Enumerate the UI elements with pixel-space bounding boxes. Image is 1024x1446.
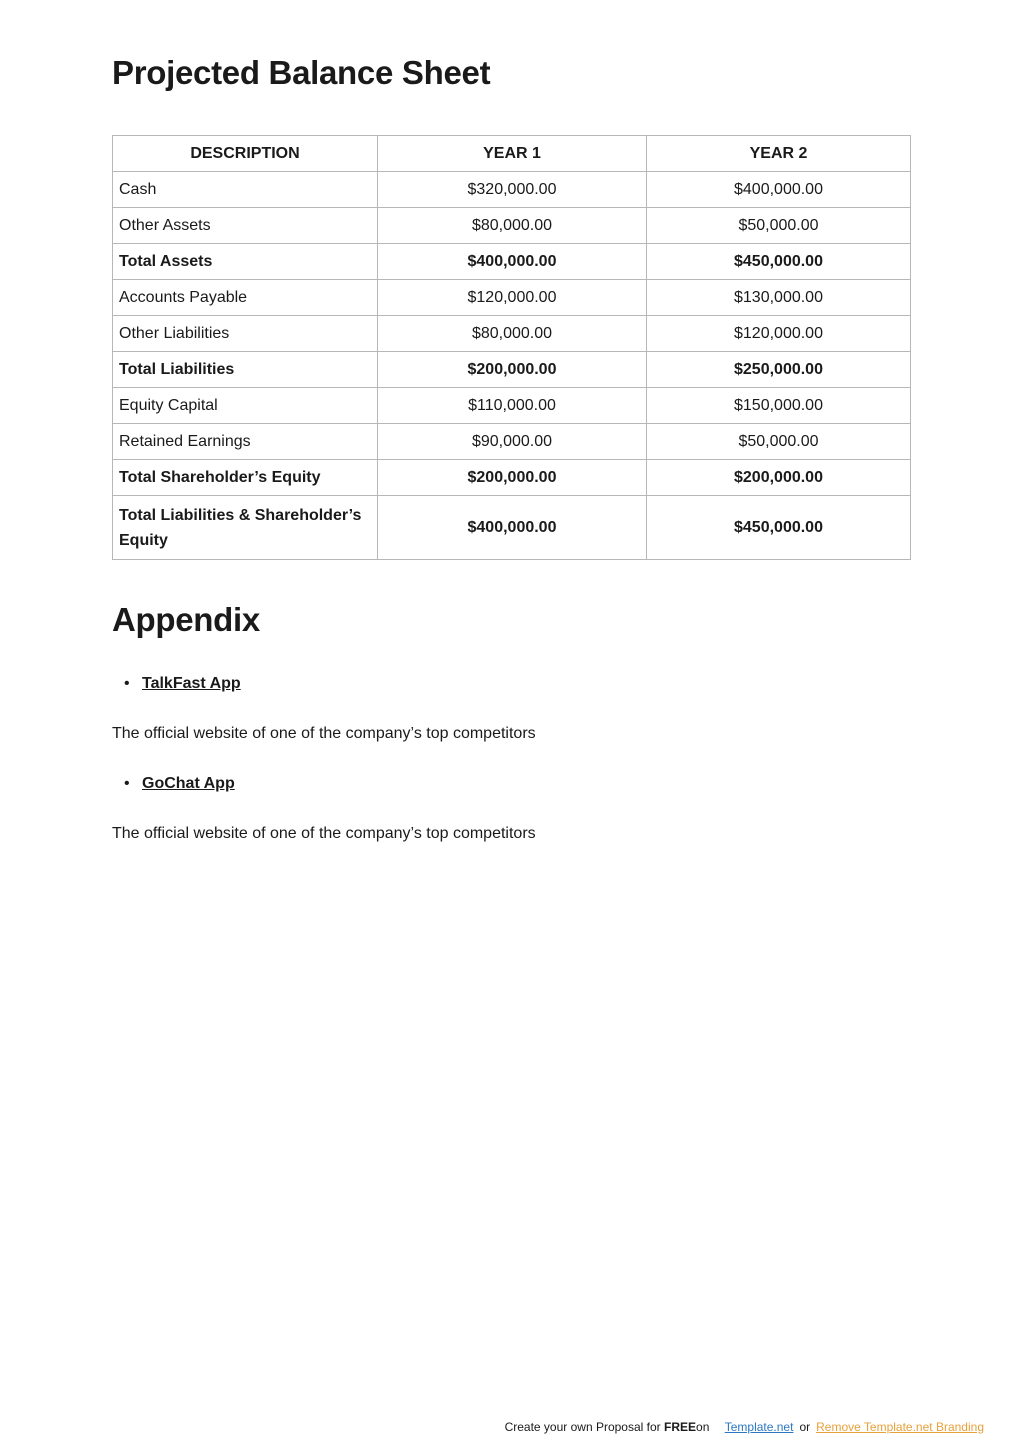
table-row-total (113, 244, 911, 280)
appendix-item (112, 673, 910, 695)
year-2-value: $50,000.00 (647, 208, 911, 244)
table-row-total (113, 352, 911, 388)
year-2-value: $450,000.00 (647, 244, 911, 280)
template-net-link[interactable]: Template.net (724, 1420, 794, 1434)
header-year-1: YEAR 1 (378, 136, 647, 172)
table-row (113, 424, 911, 460)
year-1-value: $120,000.00 (378, 280, 647, 316)
row-label: Total Liabilities (113, 352, 378, 388)
year-1-value: $400,000.00 (378, 244, 647, 280)
gochat-app-link[interactable]: GoChat App (142, 775, 235, 792)
appendix-item (112, 773, 910, 795)
year-1-value: $80,000.00 (378, 208, 647, 244)
header-description: DESCRIPTION (113, 136, 378, 172)
remove-branding-link[interactable]: Remove Template.net Branding (816, 1420, 984, 1434)
year-2-value: $450,000.00 (647, 496, 911, 560)
balance-sheet-table (112, 135, 911, 560)
row-label: Other Assets (113, 208, 378, 244)
list-item (112, 673, 910, 695)
year-1-value: $110,000.00 (378, 388, 647, 424)
footer-free: FREE (664, 1420, 697, 1434)
row-label: Cash (113, 172, 378, 208)
header-year-2: YEAR 2 (647, 136, 911, 172)
row-label: Total Assets (113, 244, 378, 280)
year-2-value: $130,000.00 (647, 280, 911, 316)
row-label: Retained Earnings (113, 424, 378, 460)
year-2-value: $50,000.00 (647, 424, 911, 460)
year-1-value: $320,000.00 (378, 172, 647, 208)
year-2-value: $400,000.00 (647, 172, 911, 208)
table-row (113, 172, 911, 208)
appendix-heading: Appendix (112, 601, 260, 638)
branding-footer (505, 1418, 984, 1436)
list-item (112, 773, 910, 795)
row-label: Total Shareholder’s Equity (113, 460, 378, 496)
appendix-item-description: The official website of one of the company’s top competitors (112, 825, 536, 842)
table-row-total (113, 460, 911, 496)
year-2-value: $120,000.00 (647, 316, 911, 352)
table-row (113, 388, 911, 424)
year-1-value: $90,000.00 (378, 424, 647, 460)
talkfast-app-link[interactable]: TalkFast App (142, 675, 241, 692)
year-1-value: $400,000.00 (378, 496, 647, 560)
bullet-icon: • (124, 675, 130, 692)
year-2-value: $200,000.00 (647, 460, 911, 496)
row-label: Total Liabilities & Shareholder’s Equity (113, 496, 378, 560)
year-1-value: $200,000.00 (378, 460, 647, 496)
row-label: Accounts Payable (113, 280, 378, 316)
table-row (113, 208, 911, 244)
appendix-item-description: The official website of one of the company’s top competitors (112, 725, 536, 742)
table-row (113, 280, 911, 316)
row-label: Equity Capital (113, 388, 378, 424)
footer-or: or (799, 1420, 811, 1434)
row-label: Other Liabilities (113, 316, 378, 352)
year-2-value: $250,000.00 (647, 352, 911, 388)
table-row (113, 316, 911, 352)
footer-prefix: Create your own Proposal for (504, 1420, 664, 1434)
year-1-value: $80,000.00 (378, 316, 647, 352)
table-header-row (113, 136, 911, 172)
year-1-value: $200,000.00 (378, 352, 647, 388)
footer-on: on (696, 1420, 710, 1434)
year-2-value: $150,000.00 (647, 388, 911, 424)
bullet-icon: • (124, 775, 130, 792)
page-title: Projected Balance Sheet (112, 54, 491, 91)
table-row-total (113, 496, 911, 560)
